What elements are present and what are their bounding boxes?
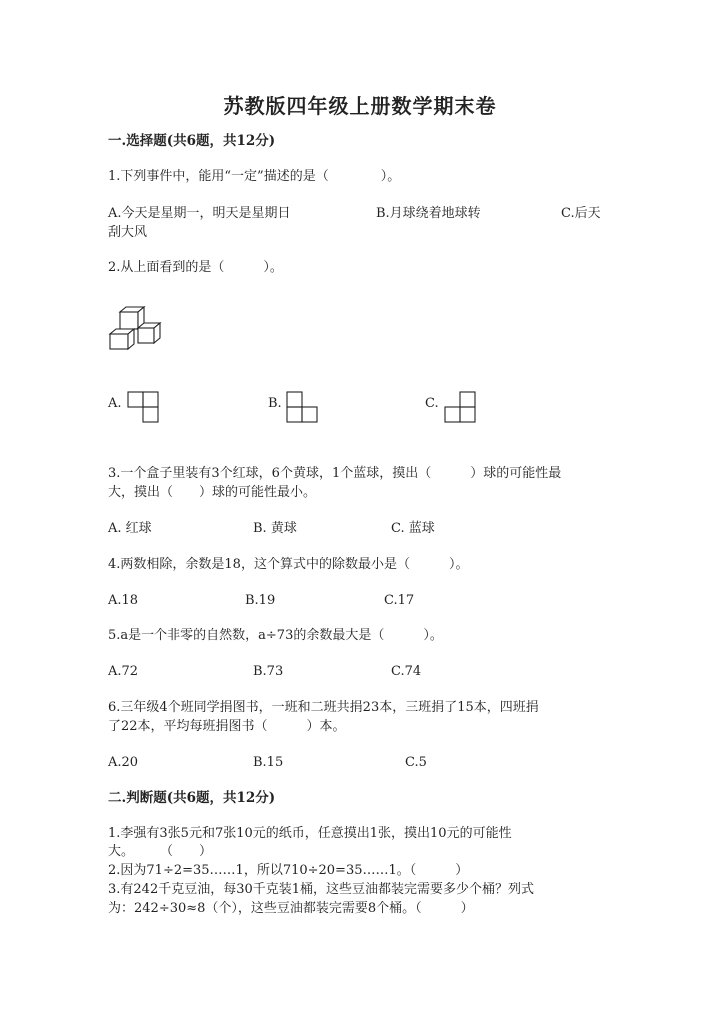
q4-stem: 4.两数相除，余数是18，这个算式中的除数最小是（ ）。 bbox=[108, 557, 469, 572]
q1-option-a: A.今天是星期一，明天是星期日 bbox=[108, 206, 291, 221]
q4-option-b: B.19 bbox=[245, 593, 276, 608]
q1-option-b: B.月球绕着地球转 bbox=[376, 206, 481, 221]
q4-option-c: C.17 bbox=[384, 593, 415, 608]
q5-stem: 5.a是一个非零的自然数，a÷73的余数最大是（ ）。 bbox=[108, 628, 443, 643]
judge-q3-line1: 3.有242千克豆油，每30千克装1桶，这些豆油都装完需要多少个桶？列式 bbox=[108, 882, 535, 897]
q2-option-a-figure bbox=[127, 391, 161, 425]
q3-stem-line1: 3.一个盒子里装有3个红球，6个黄球，1个蓝球，摸出（ ）球的可能性最 bbox=[108, 466, 562, 481]
q2-stem: 2.从上面看到的是（ ）。 bbox=[108, 260, 283, 275]
q2-option-c-figure bbox=[444, 391, 478, 425]
section1-heading: 一.选择题(共6题，共12分) bbox=[108, 133, 276, 149]
q6-stem-line2: 了22本，平均每班捐图书（ ）本。 bbox=[108, 719, 346, 734]
q2-option-b-figure bbox=[286, 391, 320, 425]
q6-option-a: A.20 bbox=[108, 755, 139, 770]
q5-option-a: A.72 bbox=[108, 664, 139, 679]
q5-option-c: C.74 bbox=[391, 664, 422, 679]
q3-option-c: C. 蓝球 bbox=[391, 521, 435, 536]
q5-option-b: B.73 bbox=[253, 664, 284, 679]
q3-option-b: B. 黄球 bbox=[253, 521, 297, 536]
judge-q3-line2: 为：242÷30≈8（个），这些豆油都装完需要8个桶。（ ） bbox=[108, 901, 474, 916]
q3-option-a: A. 红球 bbox=[108, 521, 152, 536]
q6-stem-line1: 6.三年级4个班同学捐图书，一班和二班共捐23本，三班捐了15本，四班捐 bbox=[108, 700, 539, 715]
judge-q2: 2.因为71÷2=35……1，所以710÷20=35……1。（ ） bbox=[108, 863, 469, 878]
judge-q1-line2: 大。 （ ） bbox=[108, 844, 213, 859]
q2-option-b-label: B. bbox=[268, 396, 282, 411]
judge-q1-line1: 1.李强有3张5元和7张10元的纸币，任意摸出1张，摸出10元的可能性 bbox=[108, 826, 512, 841]
q3-stem-line2: 大，摸出（ ）球的可能性最小。 bbox=[108, 485, 317, 500]
q2-option-c-label: C. bbox=[425, 396, 439, 411]
section2-heading: 二.判断题(共6题，共12分) bbox=[108, 790, 276, 806]
q4-option-a: A.18 bbox=[108, 593, 139, 608]
q6-option-b: B.15 bbox=[253, 755, 284, 770]
q1-option-c: C.后天 bbox=[561, 206, 601, 221]
q1-option-c-continued: 刮大风 bbox=[108, 225, 148, 240]
q2-option-a-label: A. bbox=[108, 396, 122, 411]
page-title: 苏教版四年级上册数学期末卷 bbox=[223, 94, 497, 118]
q1-stem: 1.下列事件中，能用“一定”描述的是（ ）。 bbox=[108, 169, 401, 184]
q6-option-c: C.5 bbox=[405, 755, 427, 770]
cube-stack-figure bbox=[108, 306, 164, 350]
